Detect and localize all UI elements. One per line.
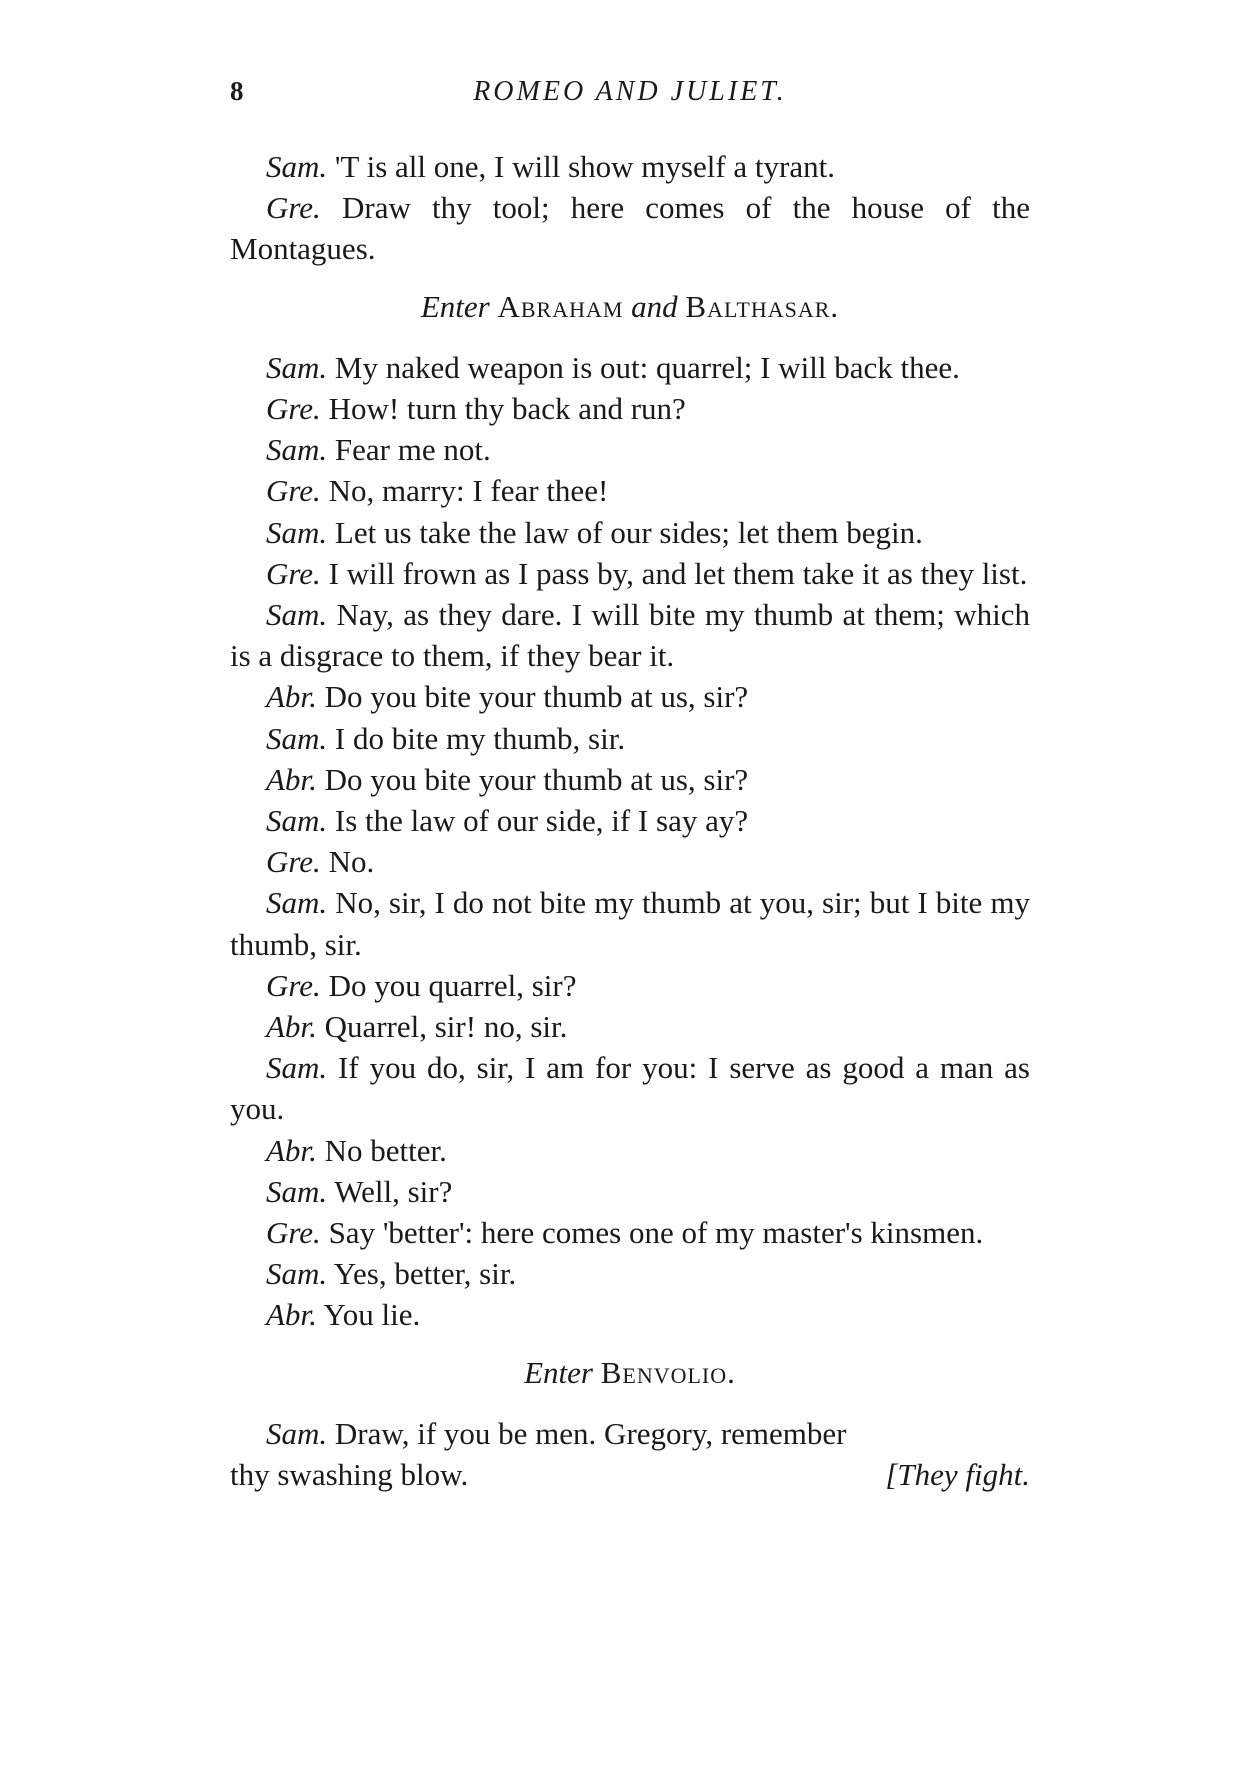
sd-character-name: Balthasar. — [685, 288, 840, 324]
speech-text: Fear me not. — [334, 432, 491, 468]
speech — [230, 676, 1030, 717]
speech-text: Yes, better, sir. — [333, 1256, 517, 1292]
stage-direction-fight: [They fight. — [885, 1457, 1030, 1493]
speech-text: I will frown as I pass by, and let them take it as they list. — [328, 555, 1028, 591]
speaker-name: Sam. — [266, 803, 328, 839]
speech — [230, 470, 1030, 511]
speech-text: No. — [328, 844, 375, 880]
speech-final — [230, 1413, 1030, 1454]
speech — [230, 594, 1030, 676]
speech — [230, 1006, 1030, 1047]
sd-character-name: Benvolio. — [600, 1354, 736, 1390]
speech — [230, 1171, 1030, 1212]
speech-text: thy swashing blow. — [230, 1457, 469, 1493]
speech-text: Do you bite your thumb at us, sir? — [324, 679, 749, 715]
speech — [230, 1047, 1030, 1129]
speech — [230, 388, 1030, 429]
speech-text: Say 'better': here comes one of my master's kinsmen. — [328, 1215, 984, 1251]
speech — [230, 965, 1030, 1006]
speaker-name: Sam. — [266, 597, 328, 633]
speaker-name: Sam. — [266, 514, 328, 550]
speech — [230, 553, 1030, 594]
sd-and-word: and — [631, 288, 678, 324]
speaker-name: Sam. — [266, 885, 328, 921]
speech — [230, 841, 1030, 882]
speech-text: 'T is all one, I will show myself a tyrant. — [334, 149, 835, 184]
speech-text: Let us take the law of our sides; let them begin. — [334, 514, 923, 550]
speaker-name: Sam. — [266, 349, 328, 385]
speech-text: Is the law of our side, if I say ay? — [334, 803, 749, 839]
speech-final-continuation — [230, 1454, 1030, 1495]
sd-enter-word: Enter — [420, 288, 490, 324]
speech-text: You lie. — [323, 1297, 421, 1333]
speech — [230, 146, 1030, 187]
speaker-name: Gre. — [266, 1215, 321, 1251]
speaker-name: Abr. — [266, 1297, 317, 1333]
sd-character-name: Abraham — [497, 288, 624, 324]
speech-text: Quarrel, sir! no, sir. — [324, 1009, 568, 1045]
speaker-name: Sam. — [266, 1256, 328, 1292]
speaker-name: Gre. — [266, 967, 321, 1003]
running-title: ROMEO AND JULIET. — [473, 76, 787, 107]
speech-text: Nay, as they dare. I will bite my thumb at them; which is a disgrace to them, if they bear it. — [230, 597, 1030, 674]
speech — [230, 512, 1030, 553]
speaker-name: Sam. — [266, 432, 328, 468]
speech — [230, 718, 1030, 759]
speaker-name: Gre. — [266, 391, 321, 427]
speech — [230, 800, 1030, 841]
speech — [230, 429, 1030, 470]
speech — [230, 347, 1030, 388]
speaker-name: Sam. — [266, 149, 328, 184]
speaker-name: Gre. — [266, 473, 321, 509]
speech — [230, 1212, 1030, 1253]
speech-text: Do you bite your thumb at us, sir? — [324, 761, 749, 797]
running-head — [230, 76, 1030, 116]
speech-text: How! turn thy back and run? — [328, 391, 686, 427]
speech-text: Draw thy tool; here comes of the house of the Montagues. — [230, 190, 1031, 267]
speaker-name: Abr. — [266, 1132, 317, 1168]
speaker-name: Abr. — [266, 1009, 317, 1045]
speaker-name: Gre. — [266, 844, 321, 880]
speech-text: I do bite my thumb, sir. — [334, 720, 626, 756]
book-page — [230, 0, 1030, 1786]
speech-text: My naked weapon is out: quarrel; I will back thee. — [334, 349, 960, 385]
speech-text: Draw, if you be men. Gregory, remember — [334, 1415, 847, 1451]
page-number: 8 — [230, 76, 244, 106]
speaker-name: Abr. — [266, 679, 317, 715]
speaker-name: Abr. — [266, 761, 317, 797]
speaker-name: Gre. — [266, 190, 321, 226]
sd-enter-word: Enter — [524, 1354, 593, 1390]
speech — [230, 759, 1030, 800]
speech — [230, 882, 1030, 964]
speaker-name: Sam. — [266, 1415, 328, 1451]
speech — [230, 187, 1030, 269]
play-text — [230, 146, 1030, 1495]
speech — [230, 1253, 1030, 1294]
speaker-name: Sam. — [266, 720, 328, 756]
speech — [230, 1294, 1030, 1335]
speech-text: If you do, sir, I am for you: I serve as good a man as you. — [230, 1050, 1030, 1127]
speaker-name: Sam. — [266, 1173, 328, 1209]
stage-direction-enter — [230, 286, 1030, 327]
speech-text: No, marry: I fear thee! — [328, 473, 609, 509]
speech-text: Well, sir? — [334, 1173, 453, 1209]
speech-text: No better. — [324, 1132, 447, 1168]
speech — [230, 1130, 1030, 1171]
speech-text: No, sir, I do not bite my thumb at you, sir; but I bite my thumb, sir. — [230, 885, 1030, 962]
speaker-name: Sam. — [266, 1050, 328, 1086]
speech-text: Do you quarrel, sir? — [328, 967, 577, 1003]
speaker-name: Gre. — [266, 555, 321, 591]
stage-direction-enter — [230, 1352, 1030, 1393]
